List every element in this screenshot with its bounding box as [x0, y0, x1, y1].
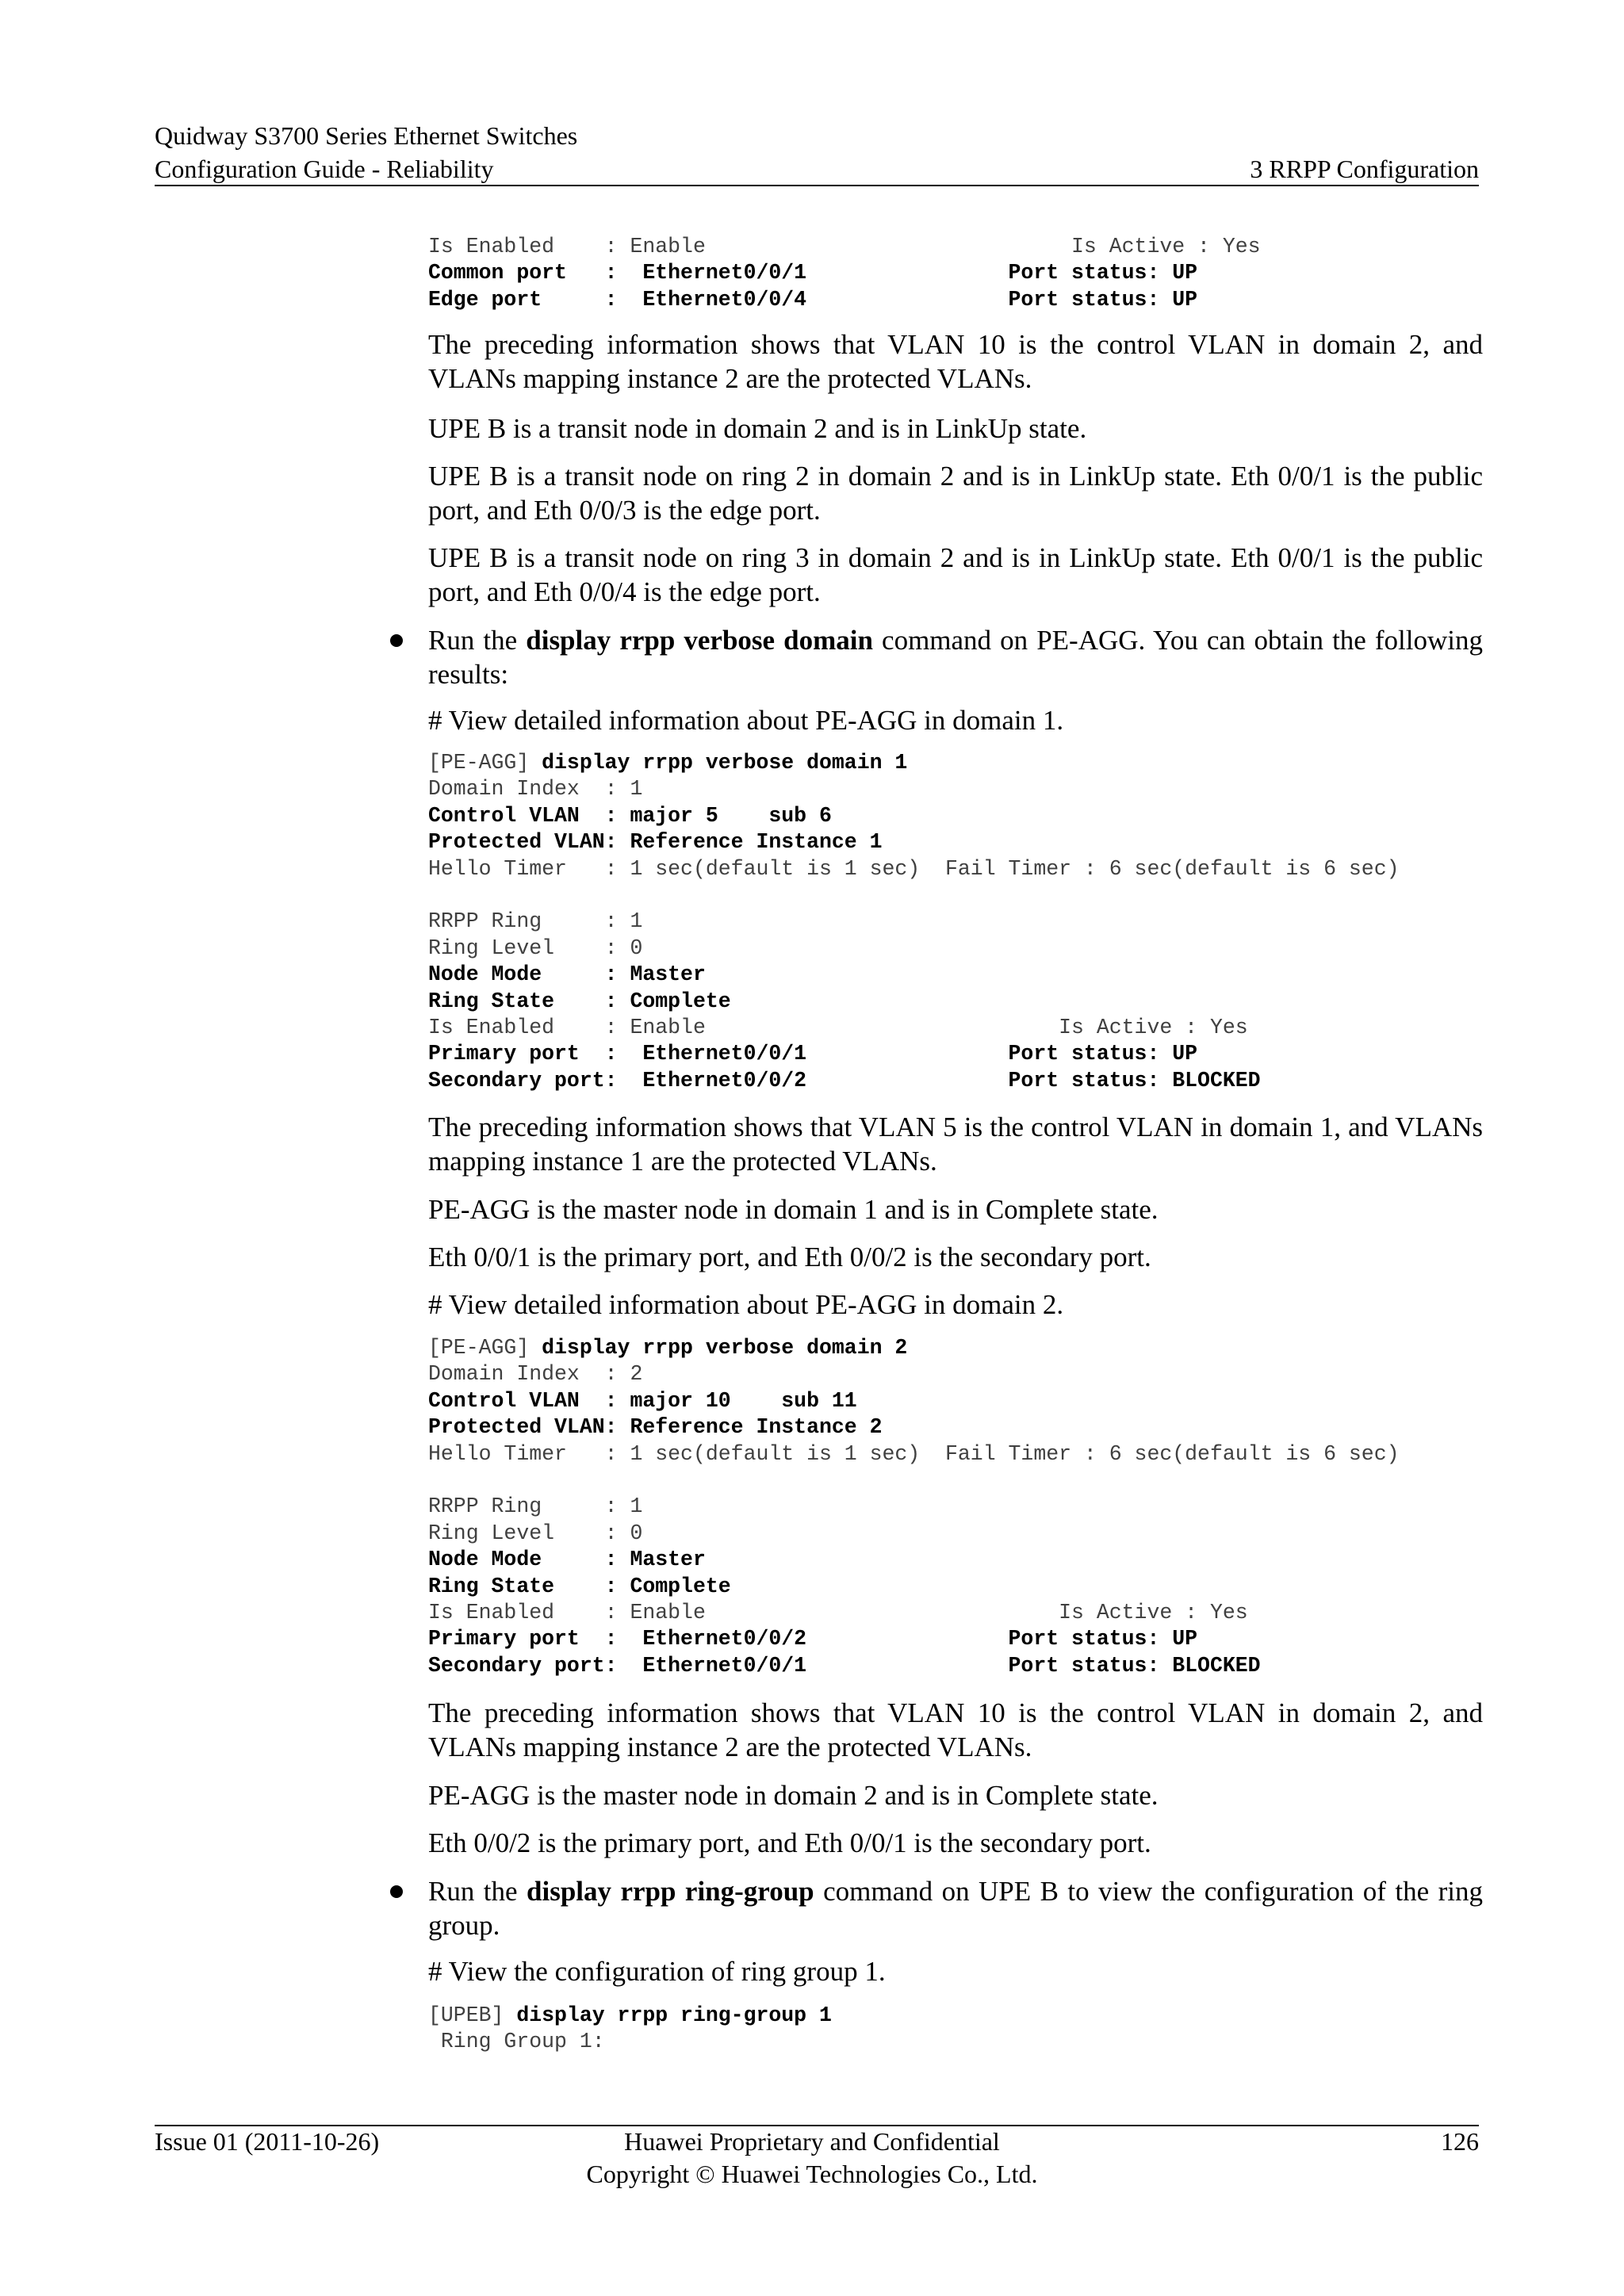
code-line: Protected VLAN: Reference Instance 1	[428, 830, 883, 855]
code-line: Domain Index : 1	[428, 777, 643, 802]
code-line: Is Enabled : Enable Is Active : Yes	[428, 1015, 1248, 1039]
header-chapter-title: 3 RRPP Configuration	[1250, 155, 1479, 183]
code-line: RRPP Ring : 1	[428, 909, 643, 934]
command-display-rrpp-verbose-domain: display rrpp verbose domain	[526, 625, 873, 656]
header-product-title: Quidway S3700 Series Ethernet Switches	[155, 121, 578, 150]
header-guide-title: Configuration Guide - Reliability	[155, 155, 494, 183]
footer-page-number: 126	[1441, 2127, 1479, 2156]
code-block-1	[428, 234, 1261, 313]
code-block-domain2	[428, 1335, 1400, 1679]
para-pe-agg-master-domain2: PE-AGG is the master node in domain 2 and is in Complete state.	[428, 1780, 1159, 1811]
code-line: Protected VLAN: Reference Instance 2	[428, 1415, 883, 1440]
code-line: Control VLAN : major 5 sub 6	[428, 803, 832, 828]
para-vlan5-domain1: The preceding information shows that VLAN 5 is the control VLAN in domain 1, and VLANs mapping instance 1 are the protected VLANs.	[428, 1112, 1483, 1177]
command-display-rrpp-ring-group: display rrpp ring-group	[527, 1876, 814, 1907]
code-line: Node Mode : Master	[428, 1548, 706, 1572]
para-upeb-ring2: UPE B is a transit node on ring 2 in domain 2 and is in LinkUp state. Eth 0/0/1 is the public port, and Eth 0/0/3 is the edge port.	[428, 461, 1483, 526]
code-block-domain1	[428, 750, 1400, 1094]
code-line: [UPEB] display rrpp ring-group 1	[428, 2003, 832, 2027]
code-line: [PE-AGG] display rrpp verbose domain 2	[428, 1336, 908, 1360]
code-line: Is Enabled : Enable Is Active : Yes	[428, 1600, 1248, 1624]
para-upeb-ring3: UPE B is a transit node on ring 3 in domain 2 and is in LinkUp state. Eth 0/0/1 is the public port, and Eth 0/0/4 is the edge port.	[428, 542, 1483, 607]
code-line: Common port : Ethernet0/0/1 Port status: UP	[428, 261, 1198, 285]
code-line: Edge port : Ethernet0/0/4 Port status: UP	[428, 287, 1198, 312]
para-view-pe-agg-domain1: # View detailed information about PE-AGG in domain 1.	[428, 705, 1064, 736]
code-line: Secondary port: Ethernet0/0/2 Port status: BLOCKED	[428, 1068, 1261, 1093]
footer-proprietary: Huawei Proprietary and Confidential	[624, 2127, 1000, 2156]
code-line: RRPP Ring : 1	[428, 1494, 643, 1519]
bullet-marker-2	[390, 1885, 403, 1898]
code-line: Secondary port: Ethernet0/0/1 Port status: BLOCKED	[428, 1653, 1261, 1678]
code-line: Primary port : Ethernet0/0/1 Port status: UP	[428, 1042, 1198, 1066]
code-line: Primary port : Ethernet0/0/2 Port status: UP	[428, 1627, 1198, 1651]
header-rule	[155, 185, 1479, 186]
code-line: Is Enabled : Enable Is Active : Yes	[428, 235, 1261, 258]
bullet-text-verbose-domain: Run the display rrpp verbose domain command on PE-AGG. You can obtain the following results:	[428, 625, 1484, 690]
code-line: Control VLAN : major 10 sub 11	[428, 1388, 857, 1413]
para-vlan10-domain2-pe-agg: The preceding information shows that VLAN 10 is the control VLAN in domain 2, and VLANs mapping instance 2 are the protected VLANs.	[428, 1697, 1483, 1762]
para-upeb-transit-domain2: UPE B is a transit node in domain 2 and is in LinkUp state.	[428, 413, 1087, 444]
para-vlan10-domain2: The preceding information shows that VLAN 10 is the control VLAN in domain 2, and VLANs mapping instance 2 are the protected VLANs.	[428, 329, 1483, 394]
code-line: Ring Group 1:	[428, 2030, 605, 2054]
code-line: Ring Level : 0	[428, 1521, 643, 1545]
code-line: Hello Timer : 1 sec(default is 1 sec) Fail Timer : 6 sec(default is 6 sec)	[428, 856, 1400, 881]
code-block-ring-group	[428, 2003, 832, 2056]
footer-issue: Issue 01 (2011-10-26)	[155, 2127, 380, 2156]
code-line: Ring Level : 0	[428, 936, 643, 960]
code-line: Ring State : Complete	[428, 989, 731, 1013]
bullet-marker-1	[390, 634, 403, 647]
para-view-pe-agg-domain2: # View detailed information about PE-AGG in domain 2.	[428, 1289, 1064, 1320]
para-primary-secondary-domain1: Eth 0/0/1 is the primary port, and Eth 0/0/2 is the secondary port.	[428, 1242, 1151, 1272]
code-line: [PE-AGG] display rrpp verbose domain 1	[428, 751, 908, 775]
footer-copyright: Copyright © Huawei Technologies Co., Ltd.	[586, 2160, 1038, 2188]
code-line	[428, 1468, 1400, 1494]
code-line: Domain Index : 2	[428, 1362, 643, 1387]
code-line	[428, 882, 1400, 909]
para-pe-agg-master-domain1: PE-AGG is the master node in domain 1 and is in Complete state.	[428, 1194, 1159, 1225]
code-line: Node Mode : Master	[428, 962, 706, 987]
code-line: Ring State : Complete	[428, 1574, 731, 1598]
para-view-ring-group-1: # View the configuration of ring group 1.	[428, 1956, 886, 1987]
para-primary-secondary-domain2: Eth 0/0/2 is the primary port, and Eth 0/0/1 is the secondary port.	[428, 1827, 1151, 1858]
code-line: Hello Timer : 1 sec(default is 1 sec) Fail Timer : 6 sec(default is 6 sec)	[428, 1441, 1400, 1466]
bullet-text-ring-group: Run the display rrpp ring-group command on UPE B to view the configuration of the ring group.	[428, 1876, 1483, 1941]
